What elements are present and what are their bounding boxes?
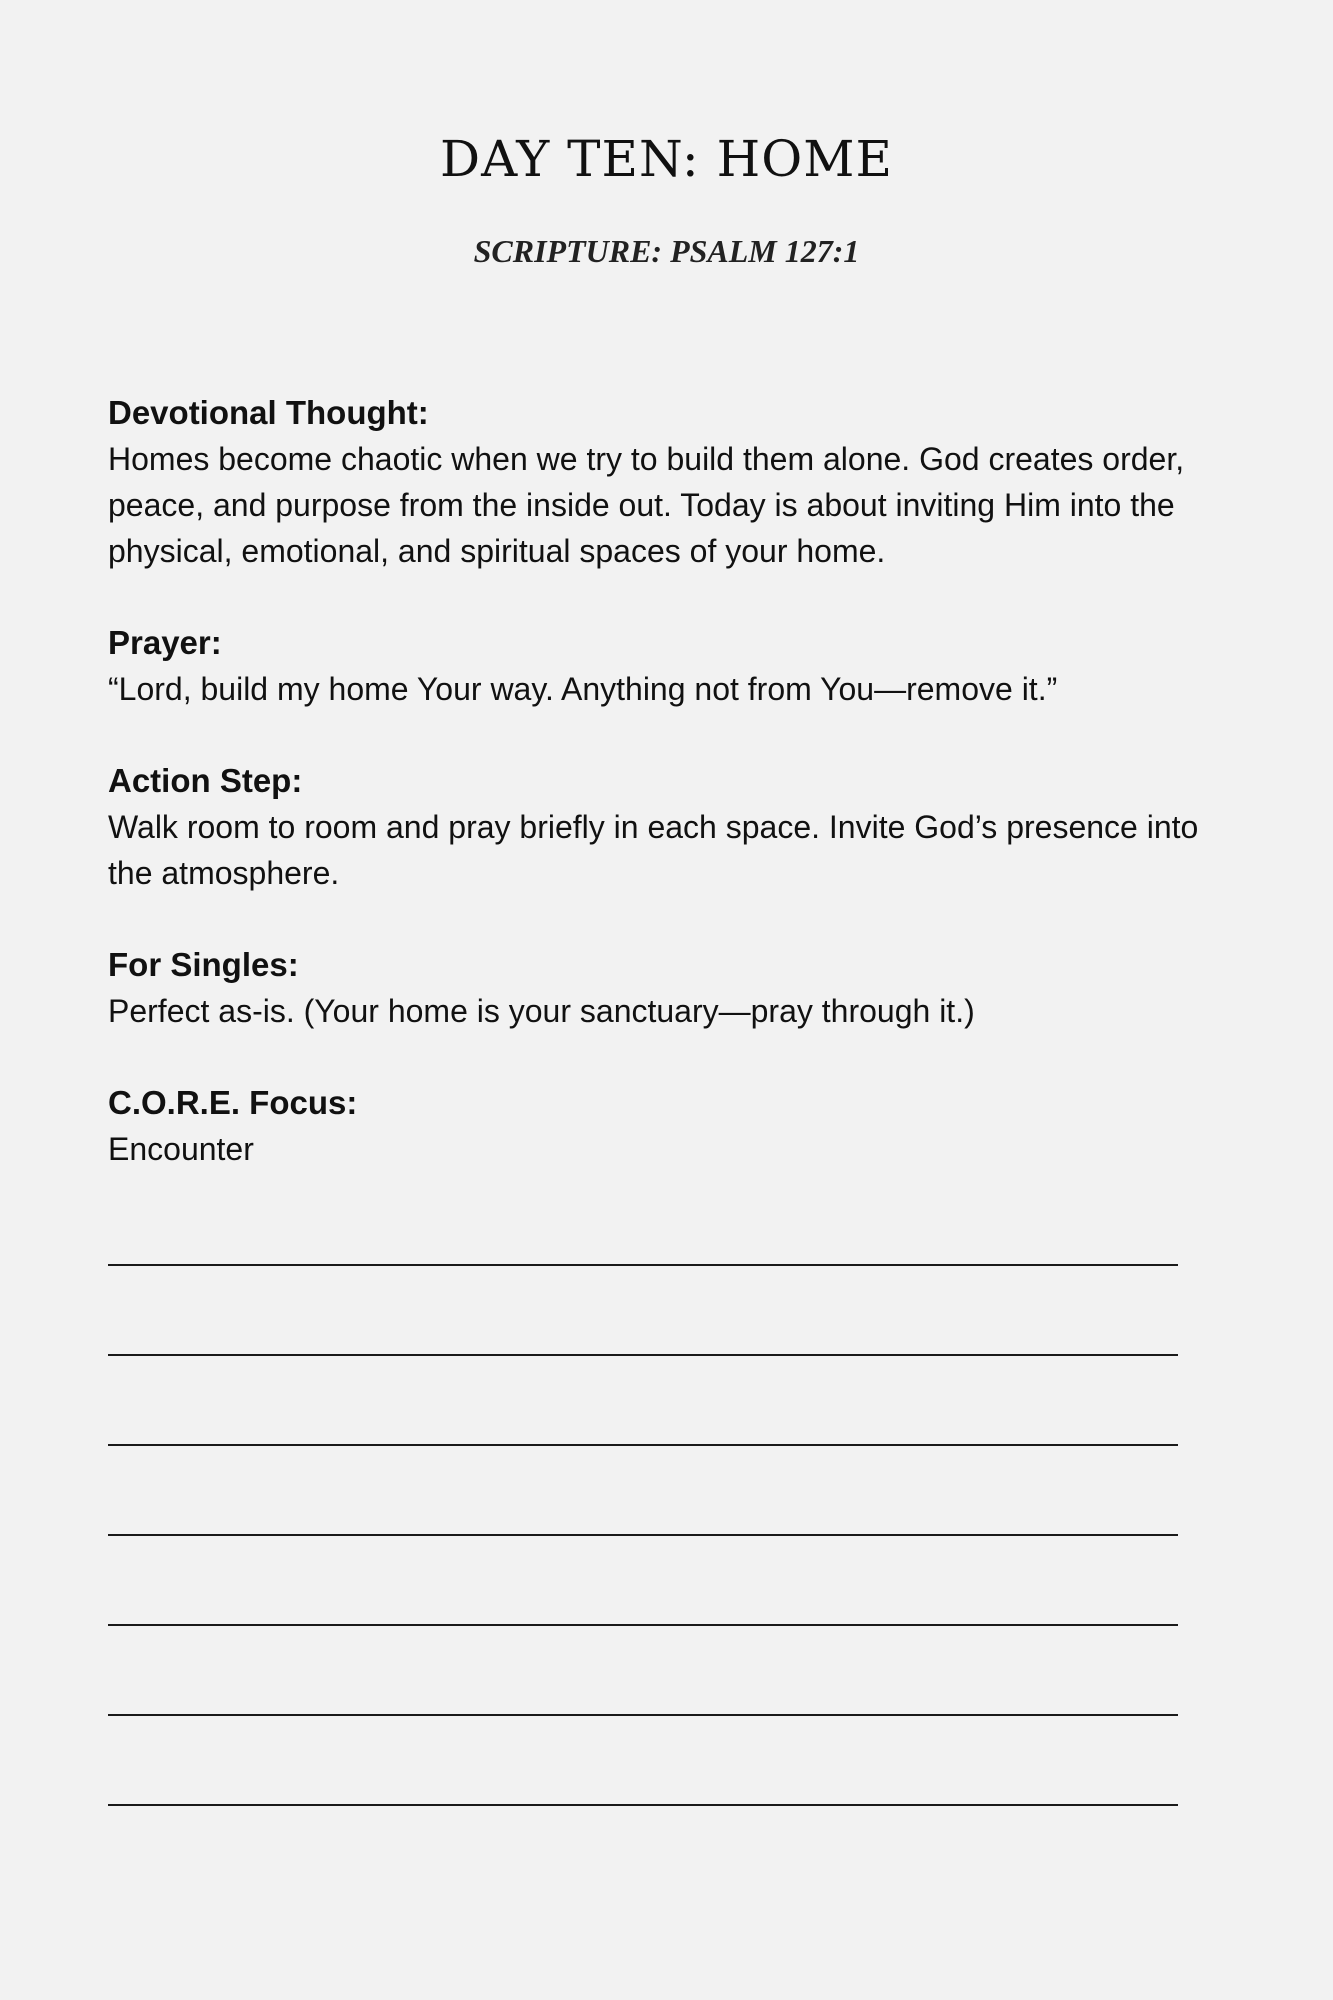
section-devotional-thought — [108, 390, 1228, 574]
writing-line — [108, 1264, 1178, 1356]
section-heading: Action Step: — [108, 762, 303, 799]
scripture-reference: SCRIPTURE: PSALM 127:1 — [473, 233, 860, 269]
writing-line — [108, 1534, 1178, 1626]
section-heading: Devotional Thought: — [108, 394, 429, 431]
page-title: DAY TEN: HOME — [440, 130, 893, 188]
section-body: Encounter — [108, 1131, 254, 1167]
section-body: Walk room to room and pray briefly in each space. Invite God’s presence into the atmosphere. — [108, 809, 1199, 891]
writing-line — [108, 1444, 1178, 1536]
writing-line — [108, 1714, 1178, 1806]
section-for-singles — [108, 942, 1228, 1034]
section-heading: Prayer: — [108, 624, 222, 661]
writing-line — [108, 1624, 1178, 1716]
section-body: Homes become chaotic when we try to build them alone. God creates order, peace, and purpose from the inside out. Today is about inviting Him into the physical, emotional, and spiritual spaces of your home. — [108, 441, 1185, 569]
section-heading: For Singles: — [108, 946, 299, 983]
devotional-content — [108, 390, 1228, 1218]
journal-writing-lines — [108, 1264, 1178, 1806]
writing-line — [108, 1354, 1178, 1446]
section-action-step — [108, 758, 1228, 896]
section-prayer — [108, 620, 1228, 712]
section-heading: C.O.R.E. Focus: — [108, 1084, 358, 1121]
section-core-focus — [108, 1080, 1228, 1172]
section-body: “Lord, build my home Your way. Anything not from You—remove it.” — [108, 671, 1058, 707]
section-body: Perfect as-is. (Your home is your sanctuary—pray through it.) — [108, 993, 975, 1029]
